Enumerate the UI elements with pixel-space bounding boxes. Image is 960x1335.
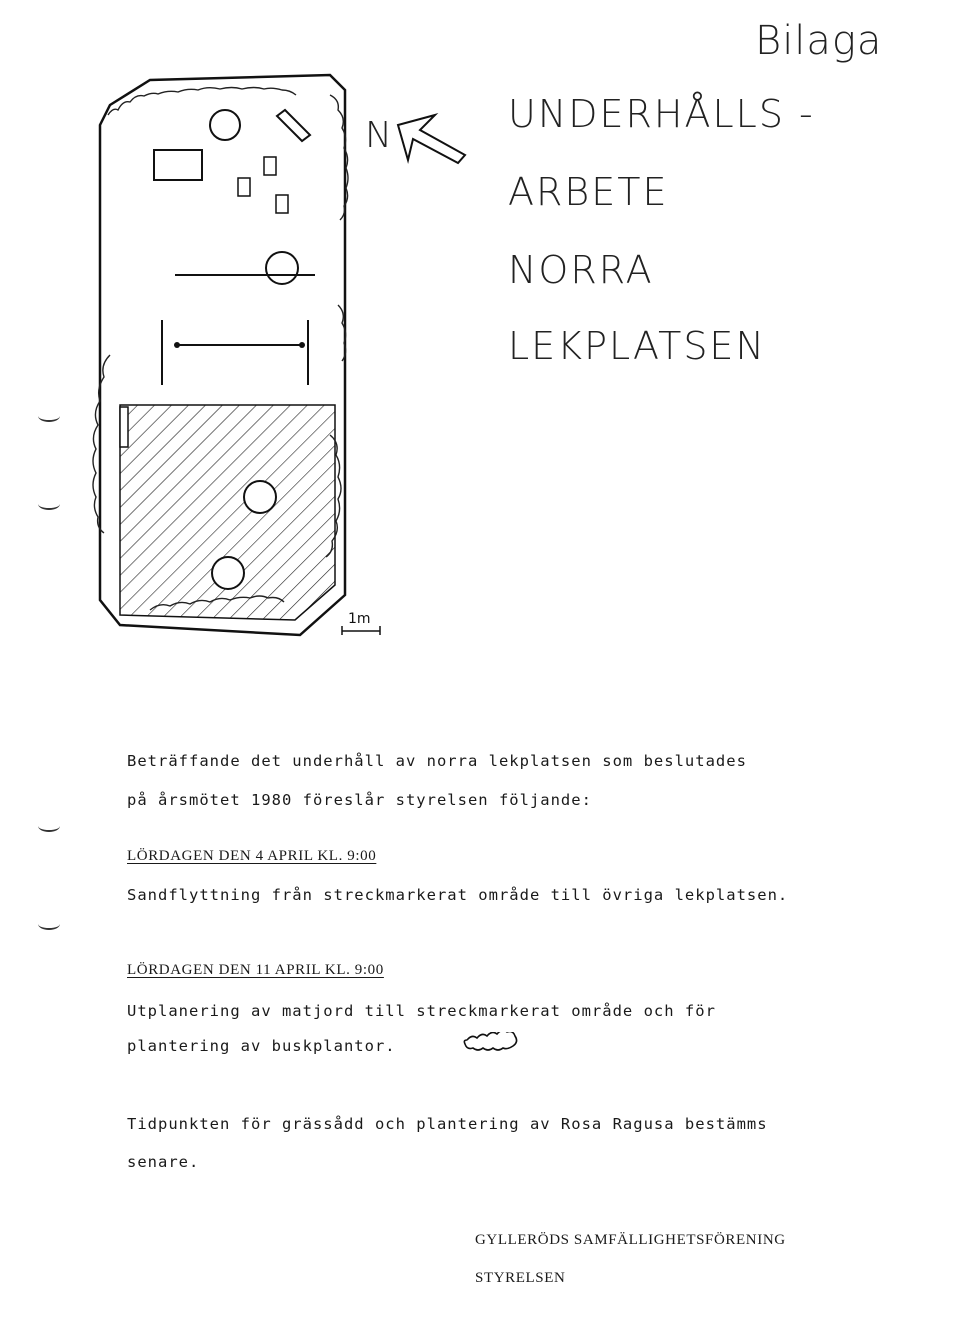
organization-name: GYLLERÖDS SAMFÄLLIGHETSFÖRENING bbox=[475, 1232, 786, 1248]
board-name: STYRELSEN bbox=[475, 1270, 566, 1286]
intro-line-2: på årsmötet 1980 föreslår styrelsen följande: bbox=[127, 791, 592, 809]
slide-shape bbox=[277, 110, 310, 141]
attachment-label: Bilaga bbox=[755, 18, 883, 64]
post-rect bbox=[120, 407, 128, 447]
swing-circle bbox=[266, 252, 298, 284]
hatched-circle-1 bbox=[244, 481, 276, 513]
task-1: Sandflyttning från streckmarkerat område till övriga lekplatsen. bbox=[127, 886, 789, 904]
bench-1 bbox=[264, 157, 276, 175]
play-circle-top bbox=[210, 110, 240, 140]
north-arrow bbox=[398, 115, 465, 163]
sandbox-square bbox=[154, 150, 202, 180]
task-2-line-2: plantering av buskplantor. bbox=[127, 1037, 396, 1055]
margin-mark-4 bbox=[38, 918, 60, 930]
playground-map bbox=[80, 55, 500, 655]
note-line-2: senare. bbox=[127, 1153, 200, 1171]
bush-left bbox=[93, 355, 110, 533]
task-2-line-1: Utplanering av matjord till streckmarkerat område och för bbox=[127, 1002, 716, 1020]
north-label: N bbox=[365, 115, 392, 156]
margin-mark-3 bbox=[38, 820, 60, 832]
note-line-1: Tidpunkten för grässådd och plantering av Rosa Ragusa bestämms bbox=[127, 1115, 768, 1133]
hatched-circle-2 bbox=[212, 557, 244, 589]
bush-top-left bbox=[108, 88, 296, 116]
bush-symbol-icon bbox=[462, 1032, 522, 1060]
title-line-2: ARBETE bbox=[508, 170, 669, 214]
scale-label: 1m bbox=[348, 611, 371, 627]
date-2: LÖRDAGEN DEN 11 APRIL KL. 9:00 bbox=[127, 962, 384, 978]
title-line-4: LEKPLATSEN bbox=[508, 324, 766, 368]
intro-line-1: Beträffande det underhåll av norra lekplatsen som beslutades bbox=[127, 752, 747, 770]
title-line-3: NORRA bbox=[508, 248, 654, 292]
title-line-1: UNDERHÅLLS - bbox=[508, 92, 815, 136]
bench-2 bbox=[238, 178, 250, 196]
margin-mark-1 bbox=[38, 410, 60, 422]
bench-3 bbox=[276, 195, 288, 213]
margin-mark-2 bbox=[38, 498, 60, 510]
date-1: LÖRDAGEN DEN 4 APRIL KL. 9:00 bbox=[127, 848, 377, 864]
